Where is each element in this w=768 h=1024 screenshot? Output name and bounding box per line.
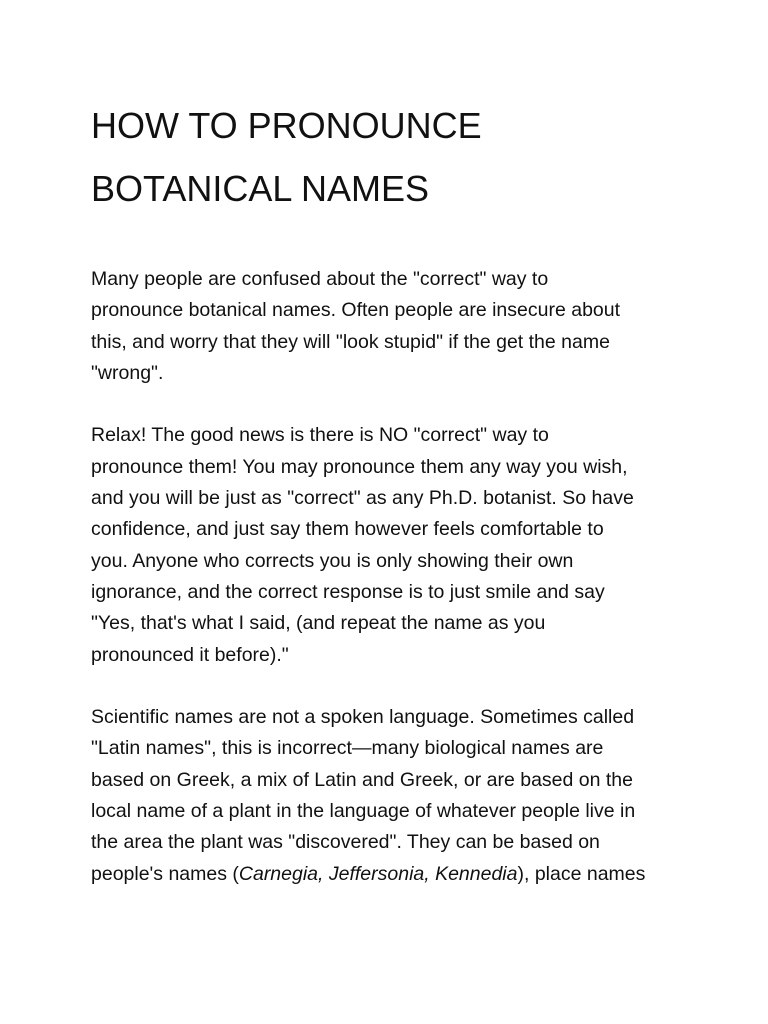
text-line: Many people are confused about the "correct" way to — [91, 268, 549, 290]
title-line-2: BOTANICAL NAMES — [91, 168, 430, 209]
text-line: "Yes, that's what I said, (and repeat the name as you — [91, 612, 546, 635]
paragraph-scientific-names — [91, 702, 691, 890]
paragraph-confusion — [91, 264, 691, 389]
paragraph-relax — [91, 420, 691, 670]
text-line: and you will be just as "correct" as any Ph.D. botanist. So have — [91, 487, 634, 510]
text-line: local name of a plant in the language of whatever people live in — [91, 800, 636, 823]
text-line: you. Anyone who corrects you is only showing their own — [91, 549, 574, 572]
document-body — [91, 94, 691, 890]
text-line: pronounced it before)." — [91, 643, 289, 666]
text-line: "wrong". — [91, 361, 164, 384]
text-fragment: ), place names — [517, 862, 646, 885]
text-line: this, and worry that they will "look stupid" if the get the name — [91, 330, 610, 353]
text-line: ignorance, and the correct response is to just smile and say — [91, 580, 605, 603]
text-line: based on Greek, a mix of Latin and Greek, or are based on the — [91, 768, 633, 791]
text-line: "Latin names", this is incorrect—many biological names are — [91, 737, 604, 760]
text-line: Scientific names are not a spoken language. Sometimes called — [91, 706, 635, 729]
text-line: pronounce them! You may pronounce them any way you wish, — [91, 455, 628, 478]
page-title — [91, 94, 691, 220]
text-line: confidence, and just say them however feels comfortable to — [91, 518, 604, 541]
text-line: pronounce botanical names. Often people are insecure about — [91, 299, 621, 322]
text-line: the area the plant was "discovered". They can be based on — [91, 831, 600, 854]
title-line-1: HOW TO PRONOUNCE — [91, 105, 482, 146]
text-line: Relax! The good news is there is NO "correct" way to — [91, 424, 549, 447]
italic-genus-names: Carnegia, Jeffersonia, Kennedia — [238, 862, 518, 885]
text-line-with-italic — [91, 859, 691, 890]
text-fragment: people's names ( — [91, 862, 239, 885]
